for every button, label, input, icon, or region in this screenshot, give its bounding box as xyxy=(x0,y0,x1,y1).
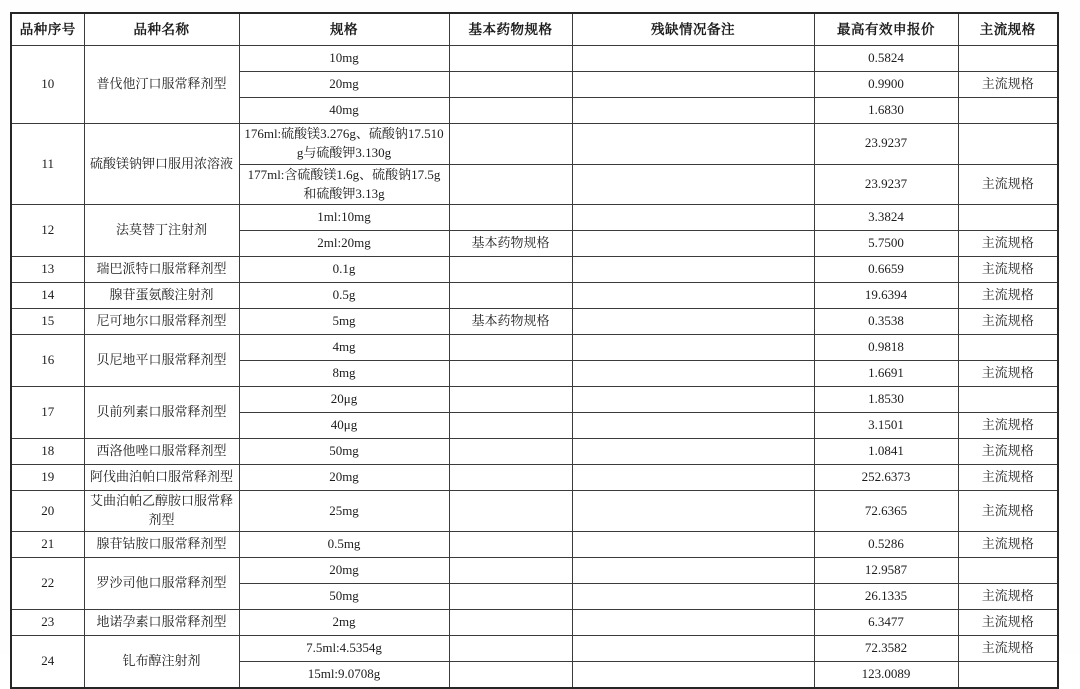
spec-cell: 50mg xyxy=(239,439,449,465)
price-cell: 6.3477 xyxy=(814,610,958,636)
remark-cell xyxy=(572,164,814,205)
product-name-cell: 法莫替丁注射剂 xyxy=(84,205,239,257)
basic-spec-cell xyxy=(449,439,572,465)
column-header-mainstream: 主流规格 xyxy=(958,13,1058,46)
product-id-cell: 15 xyxy=(11,309,84,335)
table-row xyxy=(11,124,1058,165)
product-name-cell: 钆布醇注射剂 xyxy=(84,636,239,689)
spec-cell: 2mg xyxy=(239,610,449,636)
table-row xyxy=(11,558,1058,584)
column-header-id: 品种序号 xyxy=(11,13,84,46)
spec-cell: 0.5mg xyxy=(239,532,449,558)
price-cell: 72.3582 xyxy=(814,636,958,662)
column-header-price: 最高有效申报价 xyxy=(814,13,958,46)
product-id-cell: 14 xyxy=(11,283,84,309)
remark-cell xyxy=(572,491,814,532)
remark-cell xyxy=(572,309,814,335)
product-id-cell: 16 xyxy=(11,335,84,387)
remark-cell xyxy=(572,387,814,413)
table-row xyxy=(11,491,1058,532)
spec-cell: 40mg xyxy=(239,98,449,124)
price-cell: 5.7500 xyxy=(814,231,958,257)
remark-cell xyxy=(572,335,814,361)
mainstream-cell: 主流规格 xyxy=(958,231,1058,257)
spec-cell: 1ml:10mg xyxy=(239,205,449,231)
remark-cell xyxy=(572,72,814,98)
price-cell: 1.0841 xyxy=(814,439,958,465)
mainstream-cell: 主流规格 xyxy=(958,610,1058,636)
table-row xyxy=(11,205,1058,231)
price-cell: 26.1335 xyxy=(814,584,958,610)
spec-cell: 4mg xyxy=(239,335,449,361)
product-id-cell: 21 xyxy=(11,532,84,558)
basic-spec-cell xyxy=(449,558,572,584)
remark-cell xyxy=(572,413,814,439)
remark-cell xyxy=(572,439,814,465)
basic-spec-cell xyxy=(449,98,572,124)
basic-spec-cell xyxy=(449,584,572,610)
product-name-cell: 硫酸镁钠钾口服用浓溶液 xyxy=(84,124,239,205)
basic-spec-cell xyxy=(449,283,572,309)
spec-cell: 5mg xyxy=(239,309,449,335)
remark-cell xyxy=(572,205,814,231)
column-header-basic: 基本药物规格 xyxy=(449,13,572,46)
header-row xyxy=(11,13,1058,46)
product-id-cell: 12 xyxy=(11,205,84,257)
remark-cell xyxy=(572,532,814,558)
column-header-name: 品种名称 xyxy=(84,13,239,46)
price-cell: 0.3538 xyxy=(814,309,958,335)
basic-spec-cell xyxy=(449,205,572,231)
price-cell: 252.6373 xyxy=(814,465,958,491)
basic-spec-cell xyxy=(449,662,572,689)
product-id-cell: 11 xyxy=(11,124,84,205)
remark-cell xyxy=(572,283,814,309)
price-cell: 0.5824 xyxy=(814,46,958,72)
mainstream-cell: 主流规格 xyxy=(958,164,1058,205)
table-row xyxy=(11,46,1058,72)
spec-cell: 0.1g xyxy=(239,257,449,283)
price-cell: 23.9237 xyxy=(814,164,958,205)
mainstream-cell: 主流规格 xyxy=(958,72,1058,98)
remark-cell xyxy=(572,124,814,165)
mainstream-cell: 主流规格 xyxy=(958,309,1058,335)
mainstream-cell: 主流规格 xyxy=(958,584,1058,610)
mainstream-cell: 主流规格 xyxy=(958,439,1058,465)
spec-cell: 8mg xyxy=(239,361,449,387)
remark-cell xyxy=(572,584,814,610)
product-name-cell: 地诺孕素口服常释剂型 xyxy=(84,610,239,636)
basic-spec-cell xyxy=(449,387,572,413)
basic-spec-cell xyxy=(449,72,572,98)
mainstream-cell xyxy=(958,387,1058,413)
price-cell: 0.5286 xyxy=(814,532,958,558)
table-row xyxy=(11,309,1058,335)
price-cell: 72.6365 xyxy=(814,491,958,532)
remark-cell xyxy=(572,231,814,257)
column-header-spec: 规格 xyxy=(239,13,449,46)
price-cell: 0.9818 xyxy=(814,335,958,361)
price-cell: 123.0089 xyxy=(814,662,958,689)
basic-spec-cell xyxy=(449,532,572,558)
table-row xyxy=(11,532,1058,558)
table-row xyxy=(11,465,1058,491)
drug-price-table xyxy=(10,12,1059,689)
product-name-cell: 瑞巴派特口服常释剂型 xyxy=(84,257,239,283)
product-name-cell: 贝前列素口服常释剂型 xyxy=(84,387,239,439)
table-body xyxy=(11,46,1058,689)
product-id-cell: 13 xyxy=(11,257,84,283)
mainstream-cell xyxy=(958,662,1058,689)
basic-spec-cell xyxy=(449,164,572,205)
spec-cell: 15ml:9.0708g xyxy=(239,662,449,689)
mainstream-cell: 主流规格 xyxy=(958,283,1058,309)
price-cell: 19.6394 xyxy=(814,283,958,309)
spec-cell: 177ml:含硫酸镁1.6g、硫酸钠17.5g和硫酸钾3.13g xyxy=(239,164,449,205)
price-cell: 12.9587 xyxy=(814,558,958,584)
product-id-cell: 18 xyxy=(11,439,84,465)
mainstream-cell xyxy=(958,46,1058,72)
remark-cell xyxy=(572,610,814,636)
product-name-cell: 腺苷钴胺口服常释剂型 xyxy=(84,532,239,558)
product-name-cell: 罗沙司他口服常释剂型 xyxy=(84,558,239,610)
mainstream-cell: 主流规格 xyxy=(958,636,1058,662)
product-name-cell: 普伐他汀口服常释剂型 xyxy=(84,46,239,124)
spec-cell: 20mg xyxy=(239,72,449,98)
spec-cell: 40μg xyxy=(239,413,449,439)
table-row xyxy=(11,283,1058,309)
basic-spec-cell: 基本药物规格 xyxy=(449,309,572,335)
remark-cell xyxy=(572,98,814,124)
spec-cell: 20mg xyxy=(239,465,449,491)
spec-cell: 2ml:20mg xyxy=(239,231,449,257)
remark-cell xyxy=(572,636,814,662)
spec-cell: 20mg xyxy=(239,558,449,584)
spec-cell: 20μg xyxy=(239,387,449,413)
mainstream-cell xyxy=(958,98,1058,124)
basic-spec-cell xyxy=(449,610,572,636)
price-cell: 0.9900 xyxy=(814,72,958,98)
table-row xyxy=(11,257,1058,283)
table-row xyxy=(11,636,1058,662)
price-cell: 3.3824 xyxy=(814,205,958,231)
table-row xyxy=(11,387,1058,413)
product-id-cell: 10 xyxy=(11,46,84,124)
mainstream-cell: 主流规格 xyxy=(958,532,1058,558)
product-name-cell: 尼可地尔口服常释剂型 xyxy=(84,309,239,335)
mainstream-cell: 主流规格 xyxy=(958,361,1058,387)
mainstream-cell: 主流规格 xyxy=(958,257,1058,283)
spec-cell: 50mg xyxy=(239,584,449,610)
mainstream-cell xyxy=(958,124,1058,165)
product-id-cell: 22 xyxy=(11,558,84,610)
price-cell: 23.9237 xyxy=(814,124,958,165)
product-name-cell: 阿伐曲泊帕口服常释剂型 xyxy=(84,465,239,491)
basic-spec-cell xyxy=(449,361,572,387)
basic-spec-cell xyxy=(449,465,572,491)
price-cell: 1.6830 xyxy=(814,98,958,124)
spec-cell: 176ml:硫酸镁3.276g、硫酸钠17.510g与硫酸钾3.130g xyxy=(239,124,449,165)
basic-spec-cell xyxy=(449,124,572,165)
basic-spec-cell xyxy=(449,491,572,532)
basic-spec-cell: 基本药物规格 xyxy=(449,231,572,257)
table-header xyxy=(11,13,1058,46)
product-name-cell: 西洛他唑口服常释剂型 xyxy=(84,439,239,465)
basic-spec-cell xyxy=(449,636,572,662)
remark-cell xyxy=(572,257,814,283)
product-name-cell: 艾曲泊帕乙醇胺口服常释剂型 xyxy=(84,491,239,532)
table-row xyxy=(11,439,1058,465)
remark-cell xyxy=(572,662,814,689)
price-cell: 1.8530 xyxy=(814,387,958,413)
product-id-cell: 20 xyxy=(11,491,84,532)
remark-cell xyxy=(572,46,814,72)
remark-cell xyxy=(572,558,814,584)
mainstream-cell xyxy=(958,205,1058,231)
basic-spec-cell xyxy=(449,413,572,439)
price-cell: 1.6691 xyxy=(814,361,958,387)
remark-cell xyxy=(572,465,814,491)
price-cell: 0.6659 xyxy=(814,257,958,283)
product-name-cell: 贝尼地平口服常释剂型 xyxy=(84,335,239,387)
product-id-cell: 24 xyxy=(11,636,84,689)
spec-cell: 0.5g xyxy=(239,283,449,309)
mainstream-cell xyxy=(958,558,1058,584)
mainstream-cell: 主流规格 xyxy=(958,413,1058,439)
table-row xyxy=(11,610,1058,636)
remark-cell xyxy=(572,361,814,387)
spec-cell: 10mg xyxy=(239,46,449,72)
spec-cell: 7.5ml:4.5354g xyxy=(239,636,449,662)
product-id-cell: 23 xyxy=(11,610,84,636)
basic-spec-cell xyxy=(449,257,572,283)
mainstream-cell: 主流规格 xyxy=(958,465,1058,491)
spec-cell: 25mg xyxy=(239,491,449,532)
mainstream-cell: 主流规格 xyxy=(958,491,1058,532)
mainstream-cell xyxy=(958,335,1058,361)
product-id-cell: 19 xyxy=(11,465,84,491)
product-name-cell: 腺苷蛋氨酸注射剂 xyxy=(84,283,239,309)
basic-spec-cell xyxy=(449,335,572,361)
basic-spec-cell xyxy=(449,46,572,72)
column-header-remark: 残缺情况备注 xyxy=(572,13,814,46)
product-id-cell: 17 xyxy=(11,387,84,439)
table-row xyxy=(11,335,1058,361)
price-cell: 3.1501 xyxy=(814,413,958,439)
